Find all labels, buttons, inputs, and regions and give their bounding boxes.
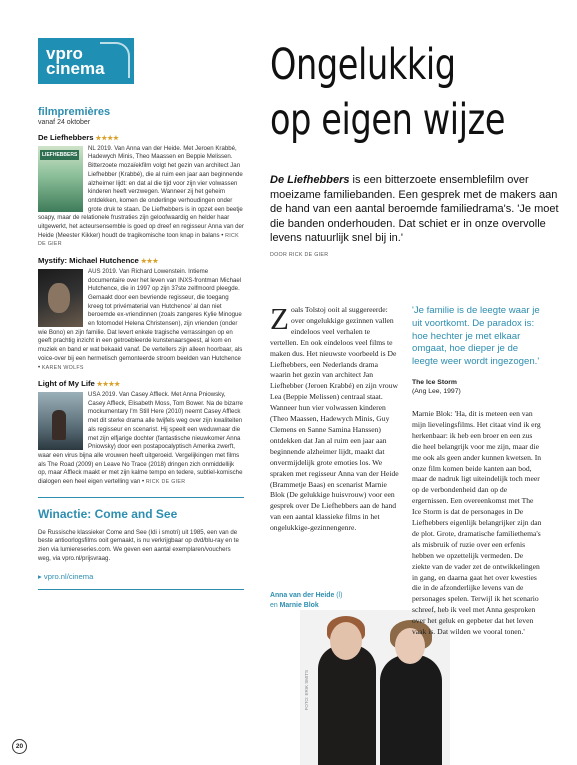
article-column-1 — [270, 301, 400, 534]
article-text: oals Tolstoj ooit al suggereerde: over ongelukkige gezinnen vallen eindeloos veel verhalen te vertellen. En ook eindeloos veel films te maken dus. Het nieuwste voorbeeld is De Liefhebbers, een Nederlands drama waarin het gezin van architect Jan Liefhebber (Jeroen Krabbé) en zijn vrouw Lea (Beppie Melissen) centraal staat. Wanneer hun vier volwassen kinderen (Theo Maassen, Hadewych Minis, Guy Clemens en Sanne Samina Hanssen) ontdekken dat Jan al ruim een jaar aan beginnende alzheimer lijdt, maakt dat onvermijdelijk grote emoties los. We spraken met regisseur Anna van der Heide (Brammetje Baas) en scenarist Marnie Blok (De gelukkige huisvrouw) voor een gesprek over De Liefhebbers aan de hand van een aantal klassieke films in het ongelukkige-gezinnengenre. — [270, 305, 399, 533]
article-intro: De Liefhebbers is een bitterzoete ensemblefilm over moeizame familiebanden. Een gesprek met de makers aan de hand van een aantal beroemde familiedrama's. 'Je moet die banden onderhouden. Dat schiet er in onze overvolle levens natuurlijk snel bij in.' — [270, 174, 559, 244]
star-rating: ★★★ — [140, 258, 159, 266]
logo-arc-decoration — [100, 42, 130, 78]
divider — [38, 589, 244, 590]
section-subtitle: vanaf 24 oktober — [38, 119, 91, 126]
divider — [38, 497, 244, 498]
film-title: De Liefhebbers ★★★★ — [38, 133, 119, 142]
film-review-text: NL 2019. Van Anna van der Heide. Met Jeroen Krabbé, Hadewych Minis, Theo Maassen en Beppie Melissen. Bitterzoete mozaïekfilm volgt het gezin van architect Jan Liefhebber (Krabbé), die al ruim een jaar aan beginnende alzheimer lijdt: en dat al die tijd voor zijn vier volwassen kinderen heeft verzwegen. Wanneer zij het geheim ontdekken, komen de onderlinge verhoudingen onder grote druk te staan. De Liefhebbers is in opzet een beetje soapy, maar de relationele frustraties zijn geloofwaardig en helder haar uitgewerkt, het acteursensemble is goed op dreef en regisseur Anna van der Heide (Meester Kikker) houdt de tragikomische toon knap in balans • — [38, 144, 244, 239]
film-poster — [38, 392, 83, 450]
review-byline: RICK DE GIER — [145, 479, 186, 486]
film-review-text: AUS 2019. Van Richard Lowenstein. Intieme documentaire over het leven van INXS-frontman Michael Hutchence, die in 1997 op zijn 37ste zelfmoord pleegde. Gemaakt door een bevriende regisseur, die toegang kreeg tot privématerial van Hutchence' al dan niet beroemde ex-vriendinnen (zoals zangeres Kylie Minogue en fotomodel Helena Christensen), zijn vrienden (onder wie Bono) en zijn familie. Dat levert enkele tragische verrassingen op en geeft prachtig inzicht in een getroebleerde kunstenaarsgeest, al kom en muziek en band er wat bekaaid vanaf. De vertellers zijn alleen hoorbaar, als voice-over bij een hermetisch gemonteerde stroom beelden van Hutchence • — [38, 267, 243, 371]
article-byline: DOOR RICK DE GIER — [270, 251, 329, 258]
film-poster — [38, 269, 83, 327]
drop-cap: Z — [270, 301, 289, 336]
quote-source: The Ice Storm (Ang Lee, 1997) — [412, 378, 461, 396]
review-byline: KAREN WOLFS — [41, 364, 84, 371]
film-poster — [38, 146, 83, 212]
contest-title: Winactie: Come and See — [38, 506, 178, 521]
vpro-cinema-logo: vpro cinema — [38, 38, 134, 84]
film-review-2 — [38, 257, 244, 372]
poster-label: LIEFHEBBERS — [40, 150, 79, 161]
review-byline: RICK DE GIER — [38, 232, 239, 248]
headline: Ongelukkig op eigen wijze — [270, 40, 506, 145]
photo-credit: FOTO: ERIK SMITS — [304, 670, 309, 711]
star-rating: ★★★★ — [96, 381, 121, 389]
vpro-cinema-link[interactable]: ▸ vpro.nl/cinema — [38, 572, 94, 582]
article-column-2 — [412, 305, 542, 638]
contest-text: De Russische klassieker Come and See (Idi i smotri) uit 1985, een van de beste antioorlogsfilms ooit gemaakt, is nu verkrijgbaar op dvd/blu-ray en te zien via lumiereseries.com. We geven een aantal exemplaren/vouchers weg, via vpro.nl/prijsvraag. — [38, 528, 239, 562]
film-review-3 — [38, 380, 244, 486]
film-review-1 — [38, 134, 244, 249]
star-rating: ★★★★ — [95, 135, 119, 142]
section-title: filmpremières — [38, 106, 111, 118]
film-title: Light of My Life ★★★★ — [38, 379, 121, 389]
article-text: Marnie Blok: 'Ha, dit is meteen een van mijn lievelingsfilms. Het citaat vind ik erg herkenbaar: ik heb een broer en een zus die heel belangrijk voor me zijn, maar die me ook als geen ander kunnen kwetsen. In onze film komen beide kanten aan bod, maar de nadruk ligt uiteindelijk toch meer op de verbondenheid dan op de ergernissen. Een overeenkomst met The Ice Storm is dat de personages in De Liefhebbers eigenlijk belangrijker zijn dan de plot. Grote, dramatische familiethema's als misbruik of ruzie over een erfenis hebben we opzettelijk vermeden. De ziekte van de vader zet de ontwikkelingen in gang, en daarna gaat het over kwesties die in de afzonderlijke levens van de personages spelen. Terwijl ik het scenario schreef, heb ik veel met Anna gesproken over het geluk en gepbeter dat het leven vaak is. Dat wilden we vooral tonen.' — [412, 408, 542, 637]
pull-quote: 'Je familie is de leegte waar je uit voortkomt. De paradox is: hoe hechter je met elkaar omgaat, hoe dieper je de leegte weer wordt ingezogen.' — [412, 305, 540, 368]
film-title: Mystify: Michael Hutchence ★★★ — [38, 256, 159, 266]
page-number: 20 — [12, 739, 27, 754]
sidebar — [38, 38, 244, 590]
film-review-text: USA 2019. Van Casey Affleck. Met Anna Pniowsky, Casey Affleck, Elisabeth Moss, Tom Bower. Na de bizarre mockumentary I'm Still Here (2010) neemt Casey Affleck met dit sterke drama alle twijfels weg over zijn kwaliteiten als regisseur en scenarist. Hij speelt een weduwnaar die met zijn elfjarige dochter (fantastische nieuwkomer Anna Pniowsky) door een postapocalyptisch Amerika zwerft, waar een virus bijna alle vrouwen heeft uitgeroeid. Vergelijkingen met films als The Road (2009) en Leave No Trace (2018) dringen zich onmiddellijk op, maar Affleck maakt er met zijn kalme tempo en tedere, subtiel-komische dialogen een heel eigen vertelling van • — [38, 390, 243, 486]
article-header — [270, 38, 560, 258]
photo-caption: Anna van der Heide (l) en Marnie Blok — [270, 592, 343, 609]
